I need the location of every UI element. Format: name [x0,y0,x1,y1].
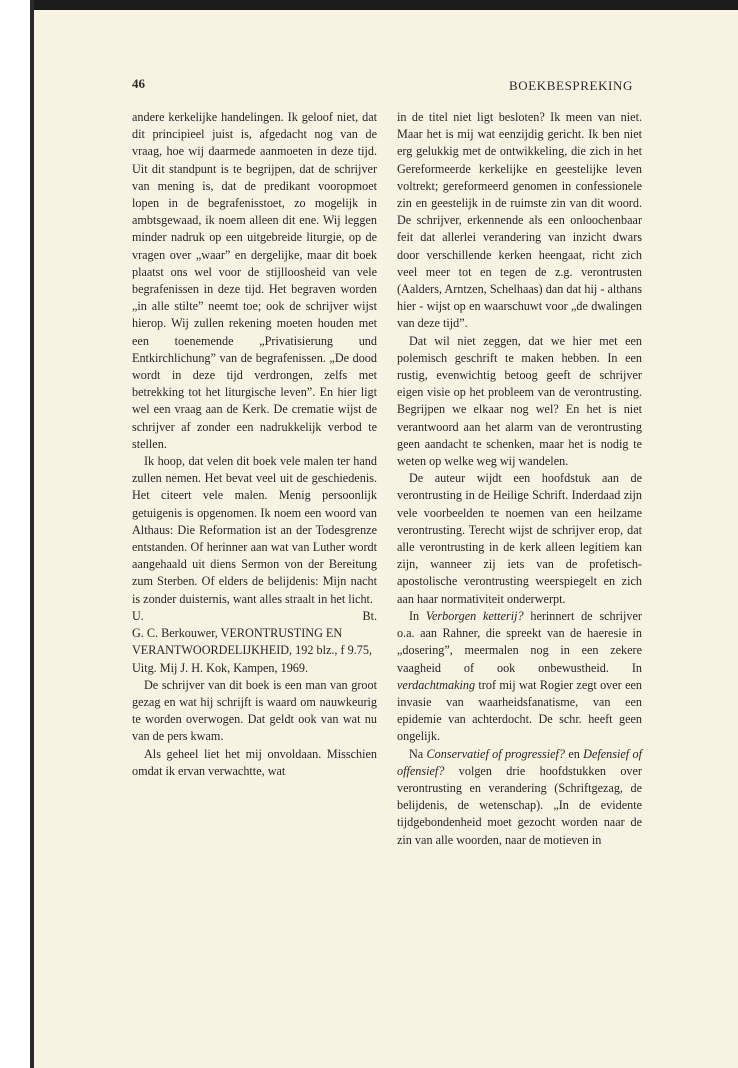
paragraph [397,608,642,746]
signature-initial: U. [132,608,144,623]
text-run: trof mij wat Rogier zegt over een invasie van waarheidsfanatisme, van een epidemie van achterdocht. De schr. heeft geen ongelijk. [397,677,642,744]
paragraph: De schrijver van dit boek is een man van groot gezag en wat hij schrijft is waard om nauwkeurig te worden overwogen. Dat geldt ook van wat nu van de pers kwam. [132,677,377,744]
signature-author: Bt. [362,608,377,623]
paragraph: Als geheel liet het mij onvoldaan. Misschien omdat ik ervan verwachtte, wat [132,746,377,778]
paragraph: De auteur wijdt een hoofdstuk aan de verontrusting in de Heilige Schrift. Inderdaad zijn vele voorbeelden te noemen van een heilzame verontrusting. Terecht wijst de schrijver erop, dat alle verontrusting in de kerk alleen legitiem kan zijn, wanneer zij iets van de profetisch-apostolische verontrusting weerspiegelt en zich aan haar normativiteit onderwerpt. [397,471,642,606]
paragraph [397,746,642,849]
paragraph: in de titel niet ligt besloten? Ik meen van niet. Maar het is mij wat eenzijdig gericht. Ik ben niet erg gelukkig met de ontwikkeling, die zich in het Gereformeerde kerkelijke en geestelijke leven voltrekt; gereformeerd genomen in confessionele zin en geestelijk in de ruimste zin van dit woord. De schrijver, erkennende als een onloochenbaar feit dat allerlei verandering van inzicht dwars door verschillende kerken heengaat, richt zich veel meer tot en tegen de z.g. verontrusten (Aalders, Arntzen, Schelhaas) dan dat hij - althans hier - wijst op en waarschuwt voor „de dwalingen van deze tijd”. [397,110,642,331]
page-number: 46 [132,76,145,91]
book-reference: G. C. Berkouwer, VERONTRUSTING EN VERANTWOORDELIJKHEID, 192 blz., f 9.75, Uitg. Mij J. H. Kok, Kampen, 1969. [132,626,372,675]
paragraph: Ik hoop, dat velen dit boek vele malen ter hand zullen nemen. Het bevat veel uit de geschiedenis. Het citeert vele malen. Menig persoonlijk getuigenis is opgenomen. Ik noem een woord van Althaus: Die Reformation ist an der Todesgrenze entstanden. Of herinner aan wat van Luther wordt aangehaald uit diens Sermon von der Bereitung zum Sterben. Of elders de belijdenis: Mijn nacht is zonder duisternis, want alles straalt in het licht. [132,454,377,606]
text-run: herinnert de schrijver o.a. aan Rahner, die spreekt van de haeresie in „dosering”, meermalen nog in een zekere vaagheid of ook onbewustheid. In [397,608,642,675]
text-run: Na [409,746,427,761]
italic-title: Verborgen ketterij? [425,608,524,623]
italic-title: verdachtmaking [397,677,476,692]
left-column [132,109,377,780]
scan-top-edge [30,0,738,10]
right-column [397,109,642,849]
text-run: volgen drie hoofdstukken over verontrusting en verandering (Schriftgezag, de belijdenis, de wetenschap). „In de evidente tijdgebondenheid moet gezocht worden naar de zin van alle woorden, naar de motieven in [397,763,642,847]
signature-line [132,608,377,625]
paragraph: Dat wil niet zeggen, dat we hier met een polemisch geschrift te maken hebben. In een rustig, evenwichtig betoog geeft de schrijver eigen visie op het probleem van de verontrusting. Begrijpen we elkaar nog wel? En het is niet verantwoord aan het alarm van de verontrusting geen aandacht te schenken, maar het is nodig te weten op welke weg wij wandelen. [397,333,642,469]
paragraph: andere kerkelijke handelingen. Ik geloof niet, dat dit principieel juist is, afgedacht nog van de vraag, hoe wij daarmede aanmoeten in deze tijd. Uit dit standpunt is te begrijpen, dat de schrijver van mening is, dat de predikant vooropmoet lopen in de begrafenisstoet, zo mogelijk in ambtsgewaad, ik noem alleen dit ene. Wij leggen minder nadruk op een uitgebreide liturgie, op de vragen over „waar” en dergelijke, maar dit boek plaatst ons wel voor de stijlloosheid van vele begrafenissen in deze tijd. Het begraven worden „in alle stilte” neemt toe; ook de schrijver wijst hierop. Wij zullen rekening moeten houden met een toenemende „Privatisierung und Entkirchlichung” van de begrafenissen. „De dood wordt in deze tijd verdrongen, zelfs met betrekking tot het liturgische leven”. En hier ligt wel een vraag aan de Kerk. De crematie wijst de schrijver af zonder een nadrukkelijk verbod te stellen. [132,110,377,451]
text-run: In [409,608,426,623]
italic-title: Defensief of offensief? [397,746,642,778]
running-header: BOEKBESPREKING [509,78,633,93]
italic-title: Conservatief of progressief? [426,746,565,761]
text-run: en [565,746,584,761]
